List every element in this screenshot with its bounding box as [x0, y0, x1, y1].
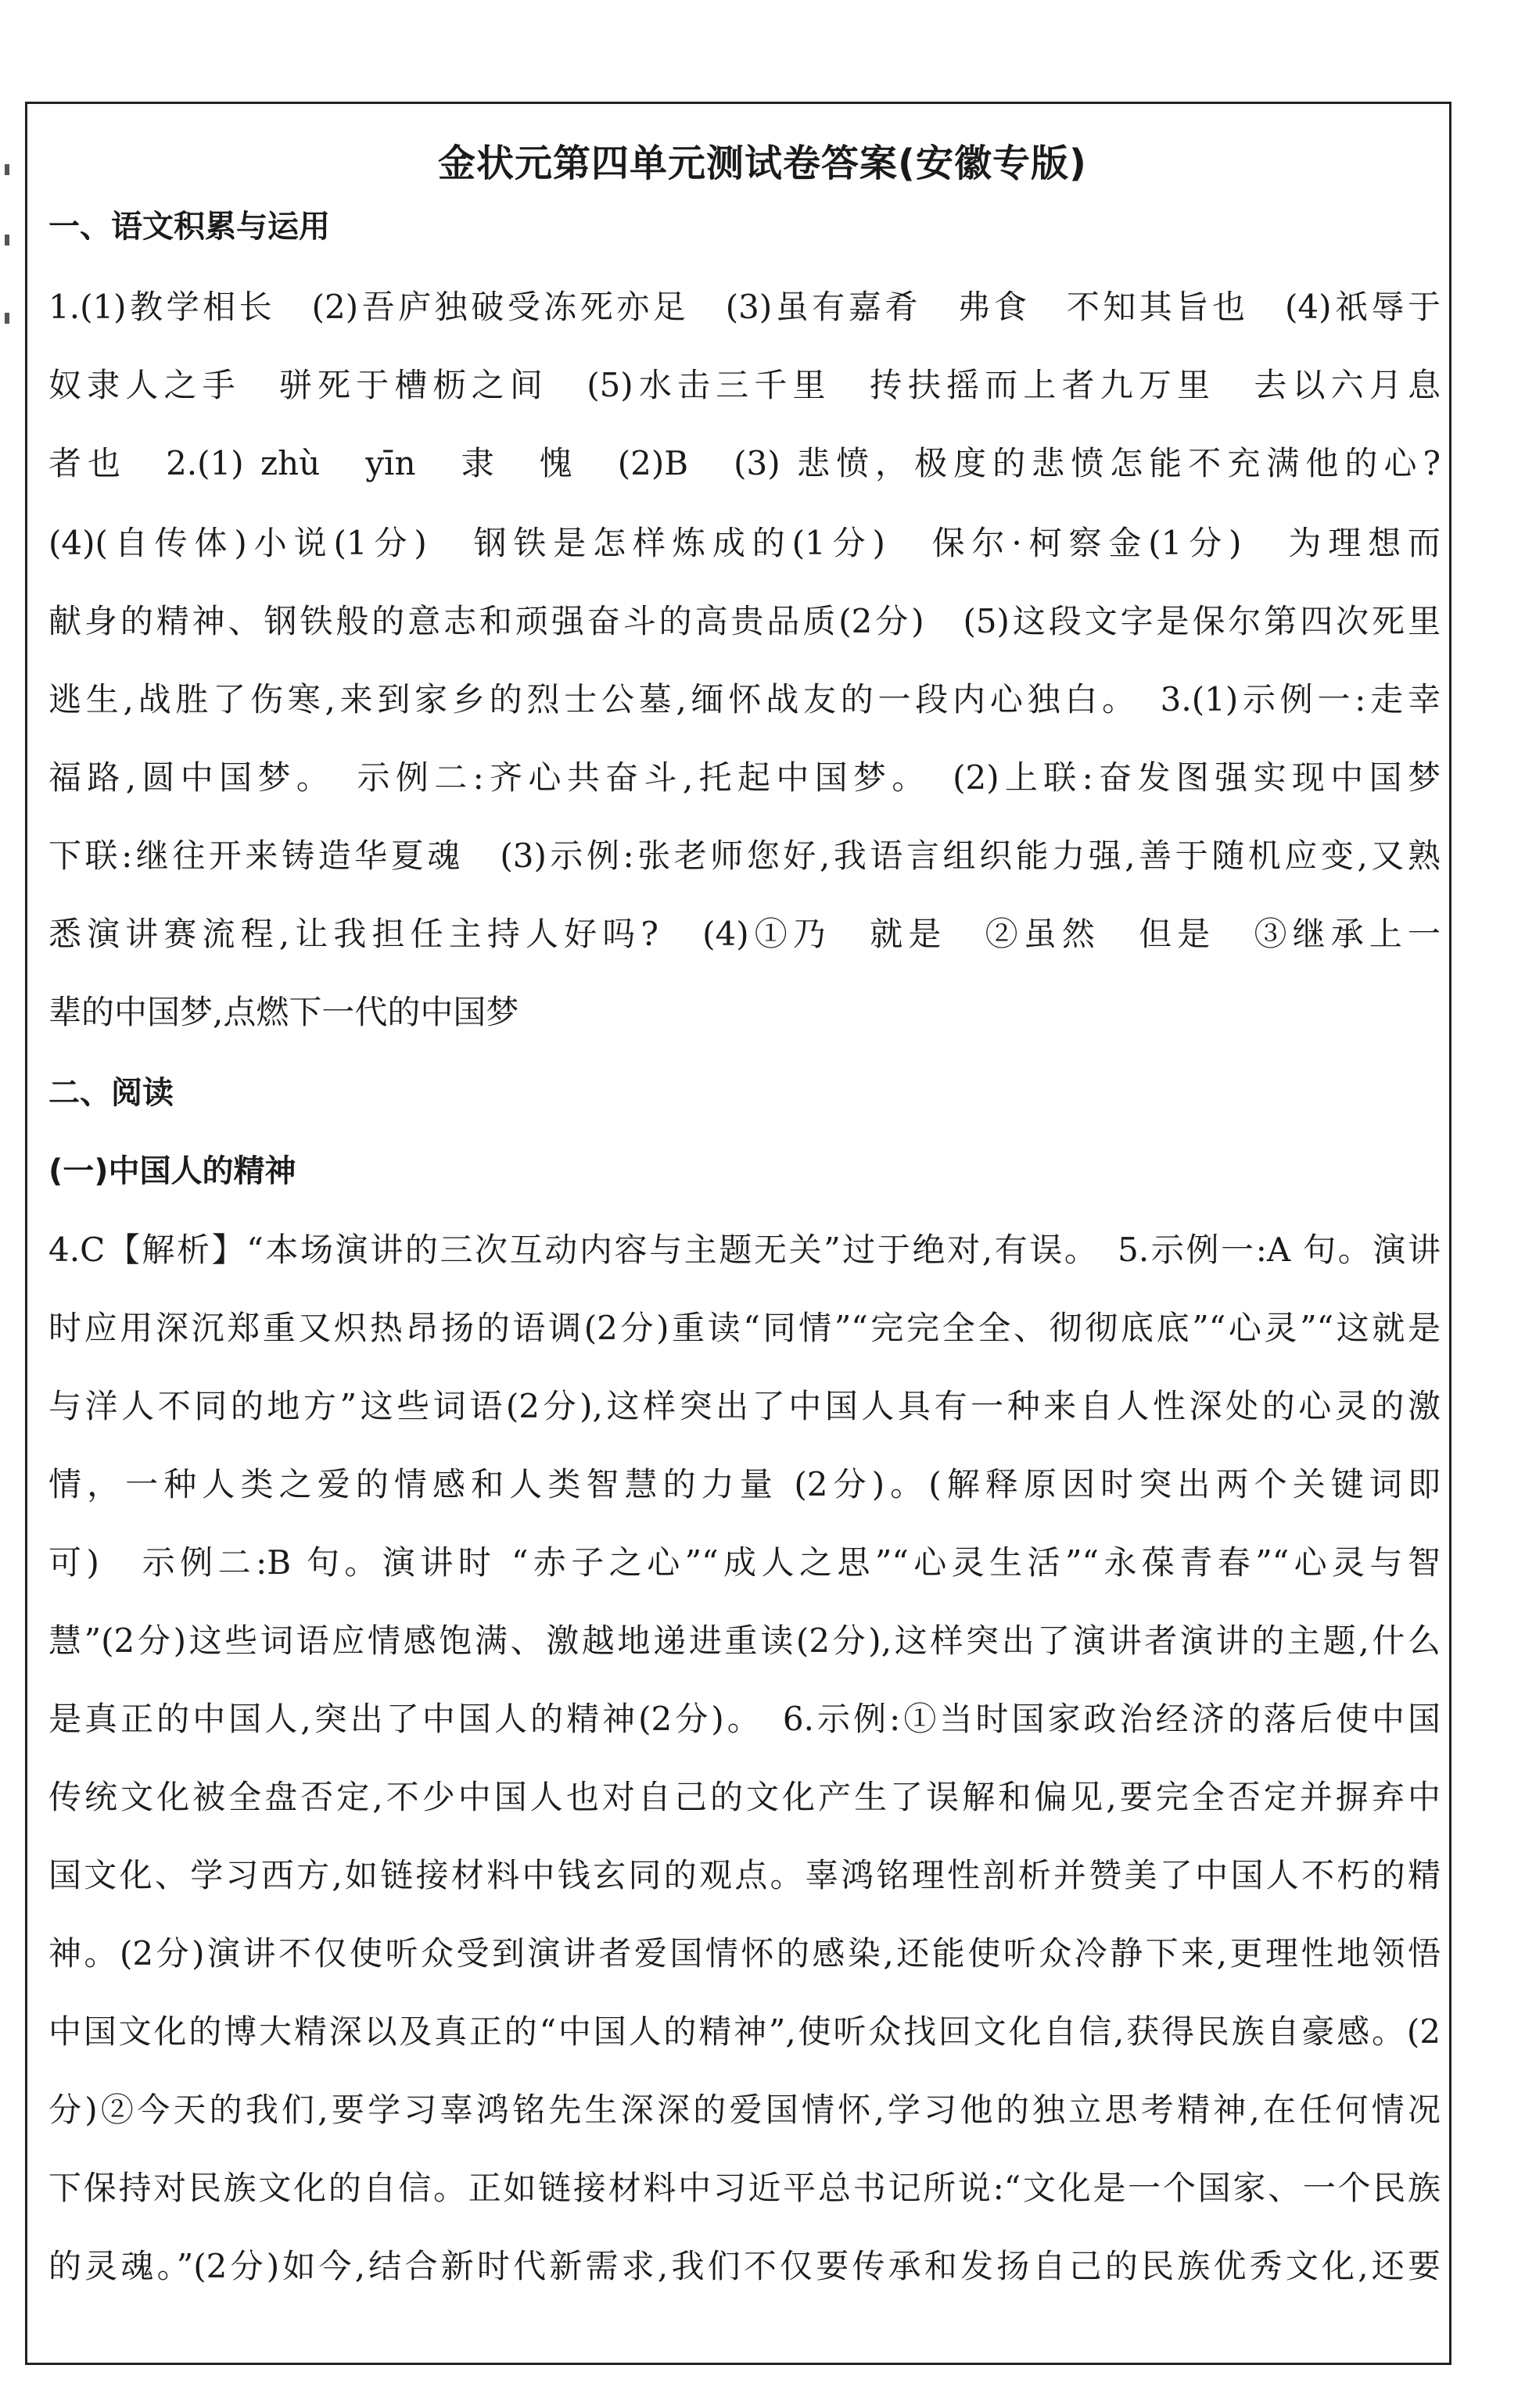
section-heading-accumulation: 一、语文积累与运用: [48, 209, 330, 245]
text-line: 国文化、学习西方,如链接材料中钱玄同的观点。辜鸿铭理性剖析并赞美了中国人不朽的精: [48, 1856, 1441, 1894]
text-line: 中国文化的博大精深以及真正的“中国人的精神”,使听众找回文化自信,获得民族自豪感。(2: [48, 2012, 1441, 2051]
text-line: 是真正的中国人,突出了中国人的精神(2分)。 6.示例:①当时国家政治经济的落后使中国: [48, 1700, 1441, 1738]
text-line: 慧”(2分)这些词语应情感饱满、激越地递进重读(2分),这样突出了演讲者演讲的主题,什么: [48, 1621, 1441, 1660]
scan-edge-mark: [5, 235, 9, 245]
text-line: 逃生,战胜了伤寒,来到家乡的烈士公墓,缅怀战友的一段内心独白。 3.(1)示例一:走幸: [48, 680, 1441, 718]
page-title: 金状元第四单元测试卷答案(安徽专版): [438, 142, 1087, 185]
text-line: 献身的精神、钢铁般的意志和顽强奋斗的高贵品质(2分) (5)这段文字是保尔第四次死里: [48, 602, 1441, 640]
subsection-heading: (一)中国人的精神: [48, 1153, 296, 1189]
text-line: 可) 示例二:B 句。演讲时 “赤子之心”“成人之思”“心灵生活”“永葆青春”“心灵与智: [48, 1543, 1441, 1582]
text-line: 下联:继往开来铸造华夏魂 (3)示例:张老师您好,我语言组织能力强,善于随机应变,又熟: [48, 837, 1441, 875]
text-line: (4)(自传体)小说(1分) 钢铁是怎样炼成的(1分) 保尔·柯察金(1分) 为理想而: [48, 524, 1441, 562]
text-line: 福路,圆中国梦。 示例二:齐心共奋斗,托起中国梦。 (2)上联:奋发图强实现中国梦: [48, 758, 1441, 797]
text-line: 神。(2分)演讲不仅使听众受到演讲者爱国情怀的感染,还能使听众冷静下来,更理性地领悟: [48, 1934, 1441, 1973]
text-line: 情，一种人类之爱的情感和人类智慧的力量 (2分)。(解释原因时突出两个关键词即: [48, 1465, 1441, 1503]
text-line: 与洋人不同的地方”这些词语(2分),这样突出了中国人具有一种来自人性深处的心灵的激: [48, 1387, 1441, 1425]
scan-edge-mark: [5, 313, 9, 324]
text-line: 传统文化被全盘否定,不少中国人也对自己的文化产生了误解和偏见,要完全否定并摒弃中: [48, 1778, 1441, 1816]
section-heading-reading: 二、阅读: [48, 1075, 174, 1111]
text-line: 下保持对民族文化的自信。正如链接材料中习近平总书记所说:“文化是一个国家、一个民族: [48, 2169, 1441, 2207]
text-line: 分)②今天的我们,要学习辜鸿铭先生深深的爱国情怀,学习他的独立思考精神,在任何情况: [48, 2091, 1441, 2129]
text-line: 辈的中国梦,点燃下一代的中国梦: [48, 993, 519, 1031]
text-line: 的灵魂。”(2分)如今,结合新时代新需求,我们不仅要传承和发扬自己的民族优秀文化,还要: [48, 2247, 1441, 2285]
text-line: 1.(1)教学相长 (2)吾庐独破受冻死亦足 (3)虽有嘉肴 弗食 不知其旨也 (4)祇辱于: [48, 288, 1441, 326]
text-line: 4.C【解析】“本场演讲的三次互动内容与主题无关”过于绝对,有误。 5.示例一:A 句。演讲: [48, 1231, 1441, 1269]
text-line: 奴隶人之手 骈死于槽枥之间 (5)水击三千里 抟扶摇而上者九万里 去以六月息: [48, 366, 1441, 404]
text-line: 时应用深沉郑重又炽热昂扬的语调(2分)重读“同情”“完完全全、彻彻底底”“心灵”“这就是: [48, 1309, 1441, 1347]
text-line: 悉演讲赛流程,让我担任主持人好吗? (4)①乃 就是 ②虽然 但是 ③继承上一: [48, 915, 1441, 953]
text-line: 者也 2.(1) zhù yīn 隶 愧 (2)B (3) 悲愤，极度的悲愤怎能不充满他的心?: [48, 444, 1441, 482]
